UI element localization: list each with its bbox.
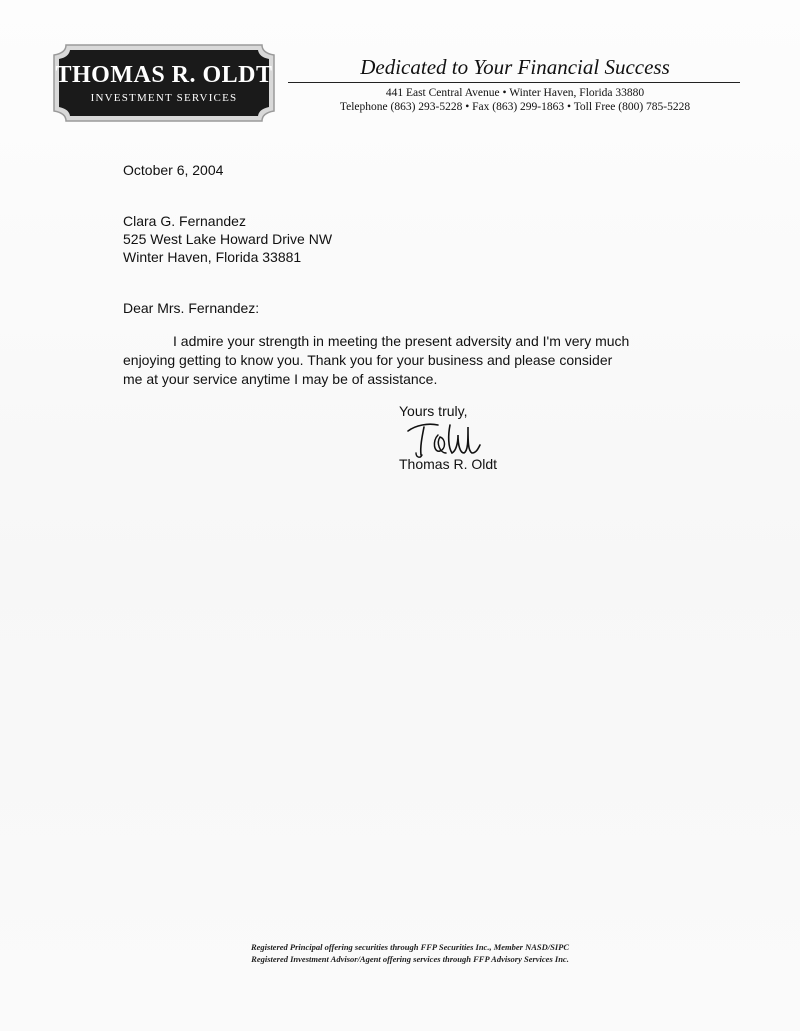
letterhead-tagline: Dedicated to Your Financial Success [360,55,670,79]
recipient-name: Clara G. Fernandez [123,213,246,229]
body-line: me at your service anytime I may be of assistance. [123,371,438,387]
body-line: I admire your strength in meeting the present adversity and I'm very much [173,333,630,349]
signer-name: Thomas R. Oldt [399,456,498,472]
logo-subtitle: INVESTMENT SERVICES [90,92,238,104]
footer-disclosure [190,941,630,965]
letterhead-rule [288,82,740,83]
letterhead-contact: Telephone (863) 293-5228 • Fax (863) 299-1863 • Toll Free (800) 785-5228 [339,101,691,113]
recipient-street: 525 West Lake Howard Drive NW [123,231,333,247]
closing: Yours truly, [399,403,468,419]
footer-line: Registered Investment Advisor/Agent offering services through FFP Advisory Services Inc. [251,954,569,964]
recipient-city: Winter Haven, Florida 33881 [123,249,302,265]
company-logo [52,43,276,123]
logo-company-name: THOMAS R. OLDT [55,62,273,88]
body-line: enjoying getting to know you. Thank you for your business and please consider [123,352,613,368]
salutation: Dear Mrs. Fernandez: [123,300,260,316]
letterhead-address: 441 East Central Avenue • Winter Haven, Florida 33880 [385,87,645,99]
letter-date: October 6, 2004 [123,162,224,178]
letter-body [123,332,693,389]
footer-line: Registered Principal offering securities through FFP Securities Inc., Member NASD/SIPC [250,942,570,952]
